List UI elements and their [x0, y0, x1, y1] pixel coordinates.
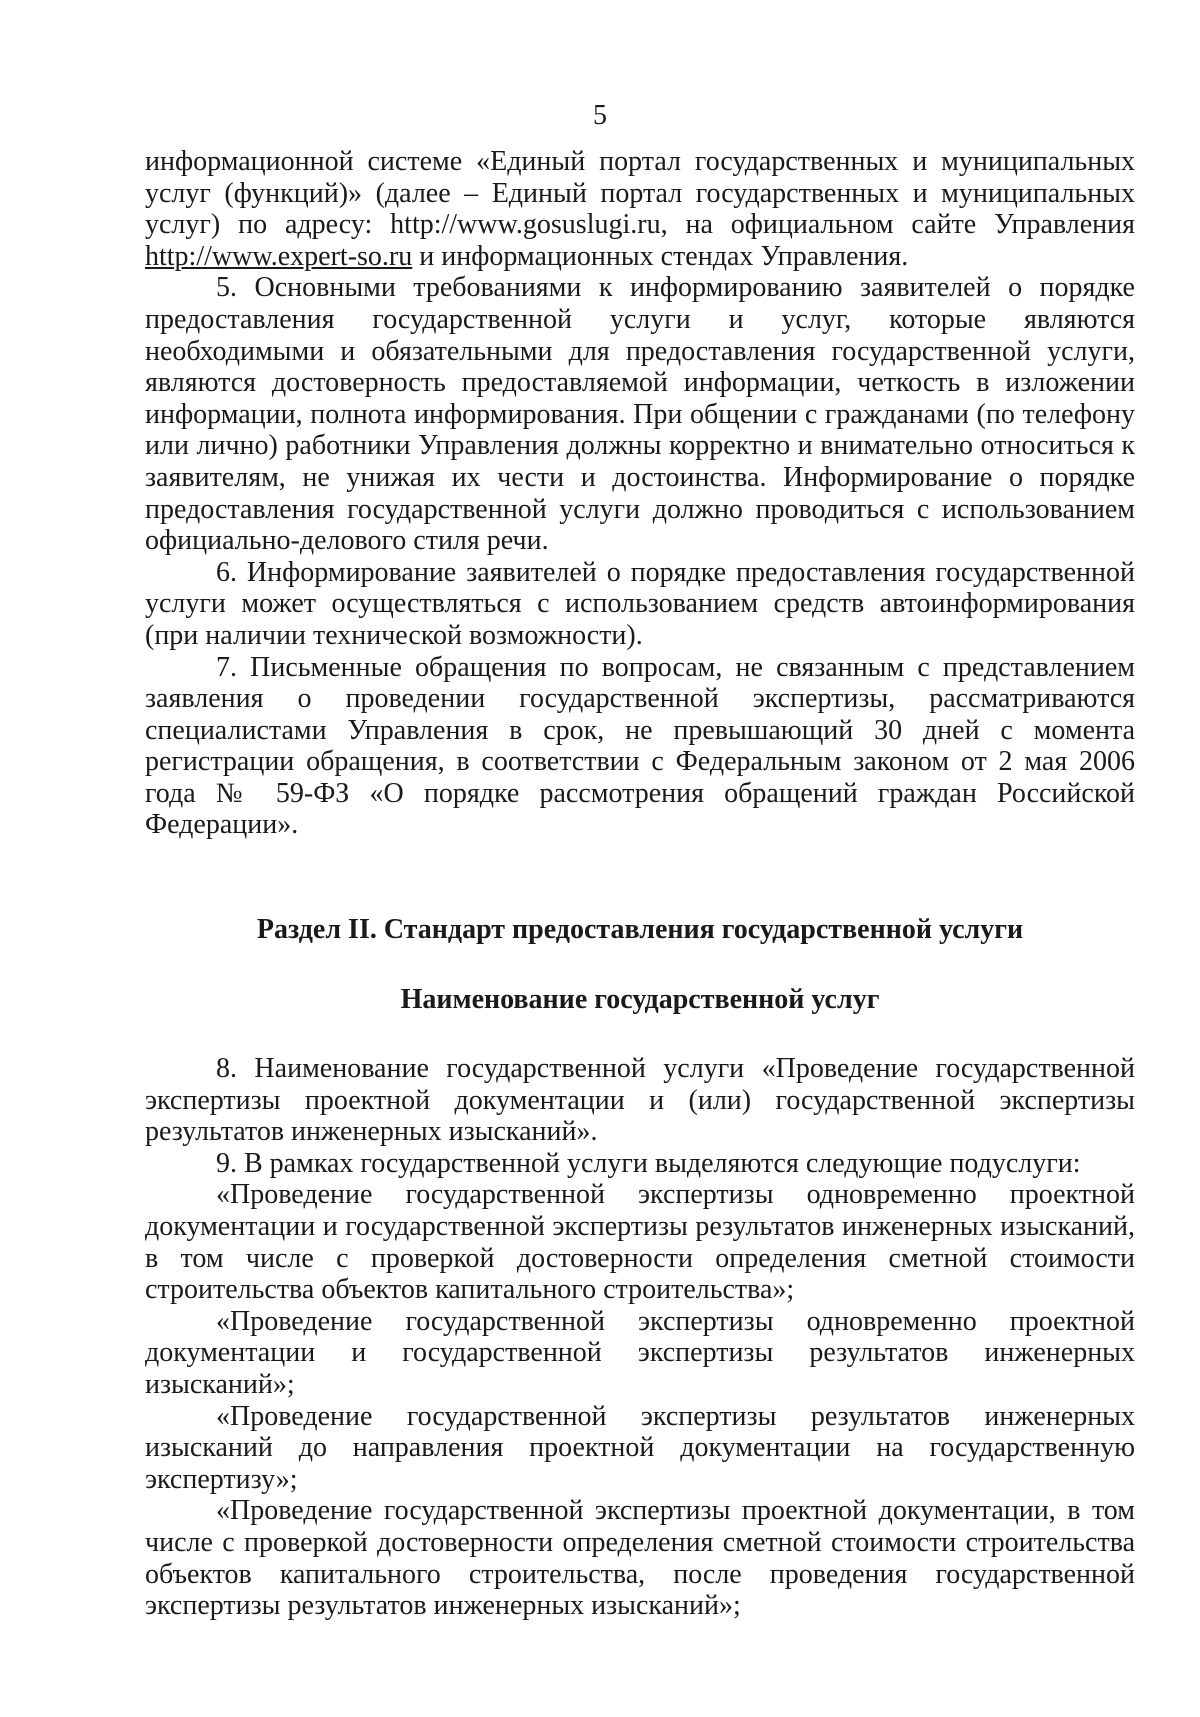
website-link[interactable]: http://www.expert-so.ru [145, 240, 413, 272]
paragraph-p-sub-2 [145, 1306, 1135, 1401]
paragraph-p-5 [145, 272, 1135, 556]
paragraph-text: информационной системе «Единый портал государственных и муниципальных услуг (функций)» (далее – Единый портал государственных и муниципальных услуг) по адресу: http://www.gosuslugi.ru, на официальном сайте Управления [145, 146, 1135, 241]
page-number: 5 [593, 100, 607, 131]
paragraph-text: 6. Информирование заявителей о порядке предоставления государственной услуги может осуществляться с использованием средств автоинформирования (при наличии технической возможности). [145, 556, 1135, 651]
paragraph-p-7 [145, 652, 1135, 842]
paragraph-text: 8. Наименование государственной услуги «Проведение государственной экспертизы проектной документации и (или) государственной экспертизы результатов инженерных изысканий». [145, 1053, 1135, 1148]
paragraph-p-9 [145, 1148, 1135, 1180]
paragraph-text: «Проведение государственной экспертизы проектной документации, в том числе с проверкой достоверности определения сметной стоимости строительства объектов капитального строительства, после проведения государственной экспертизы результатов инженерных изысканий»; [145, 1495, 1135, 1622]
subsection-title: Наименование государственной услуг [400, 984, 880, 1016]
paragraph-p-sub-1 [145, 1179, 1135, 1305]
paragraph-p-6 [145, 557, 1135, 652]
paragraphs-top [145, 146, 1135, 841]
paragraph-text: 9. В рамках государственной услуги выделяются следующие подуслуги: [216, 1147, 1081, 1179]
paragraph-p-cont [145, 146, 1135, 272]
paragraph-text: и информационных стендах Управления. [412, 240, 909, 272]
spacer [145, 947, 1135, 983]
document-body [145, 146, 1135, 1622]
paragraph-p-8 [145, 1053, 1135, 1148]
paragraph-text: «Проведение государственной экспертизы результатов инженерных изысканий до направления проектной документации на государственную экспертизу»; [145, 1400, 1135, 1495]
paragraphs-bottom [145, 1053, 1135, 1622]
section-title: Раздел II. Стандарт предоставления государственной услуги [256, 914, 1024, 946]
paragraph-p-sub-4 [145, 1495, 1135, 1621]
paragraph-text: «Проведение государственной экспертизы одновременно проектной документации и государственной экспертизы результатов инженерных изысканий»; [145, 1305, 1135, 1400]
spacer [145, 1017, 1135, 1053]
spacer [145, 841, 1135, 913]
paragraph-p-sub-3 [145, 1401, 1135, 1496]
paragraph-text: 7. Письменные обращения по вопросам, не связанным с представлением заявления о проведении государственной экспертизы, рассматриваются специалистами Управления в срок, не превышающий 30 дней с момента регистрации обращения, в соответствии с Федеральным законом от 2 мая 2006 года № 59-ФЗ «О порядке рассмотрения обращений граждан Российской Федерации». [145, 651, 1135, 841]
paragraph-text: 5. Основными требованиями к информированию заявителей о порядке предоставления государственной услуги и услуг, которые являются необходимыми и обязательными для предоставления государственной услуги, являются достоверность предоставляемой информации, четкость в изложении информации, полнота информирования. При общении с гражданами (по телефону или лично) работники Управления должны корректно и внимательно относиться к заявителям, не унижая их чести и достоинства. Информирование о порядке предоставления государственной услуги должно проводиться с использованием официально-делового стиля речи. [145, 272, 1135, 557]
paragraph-text: «Проведение государственной экспертизы одновременно проектной документации и государственной экспертизы результатов инженерных изысканий, в том числе с проверкой достоверности определения сметной стоимости строительства объектов капитального строительства»; [145, 1179, 1135, 1306]
